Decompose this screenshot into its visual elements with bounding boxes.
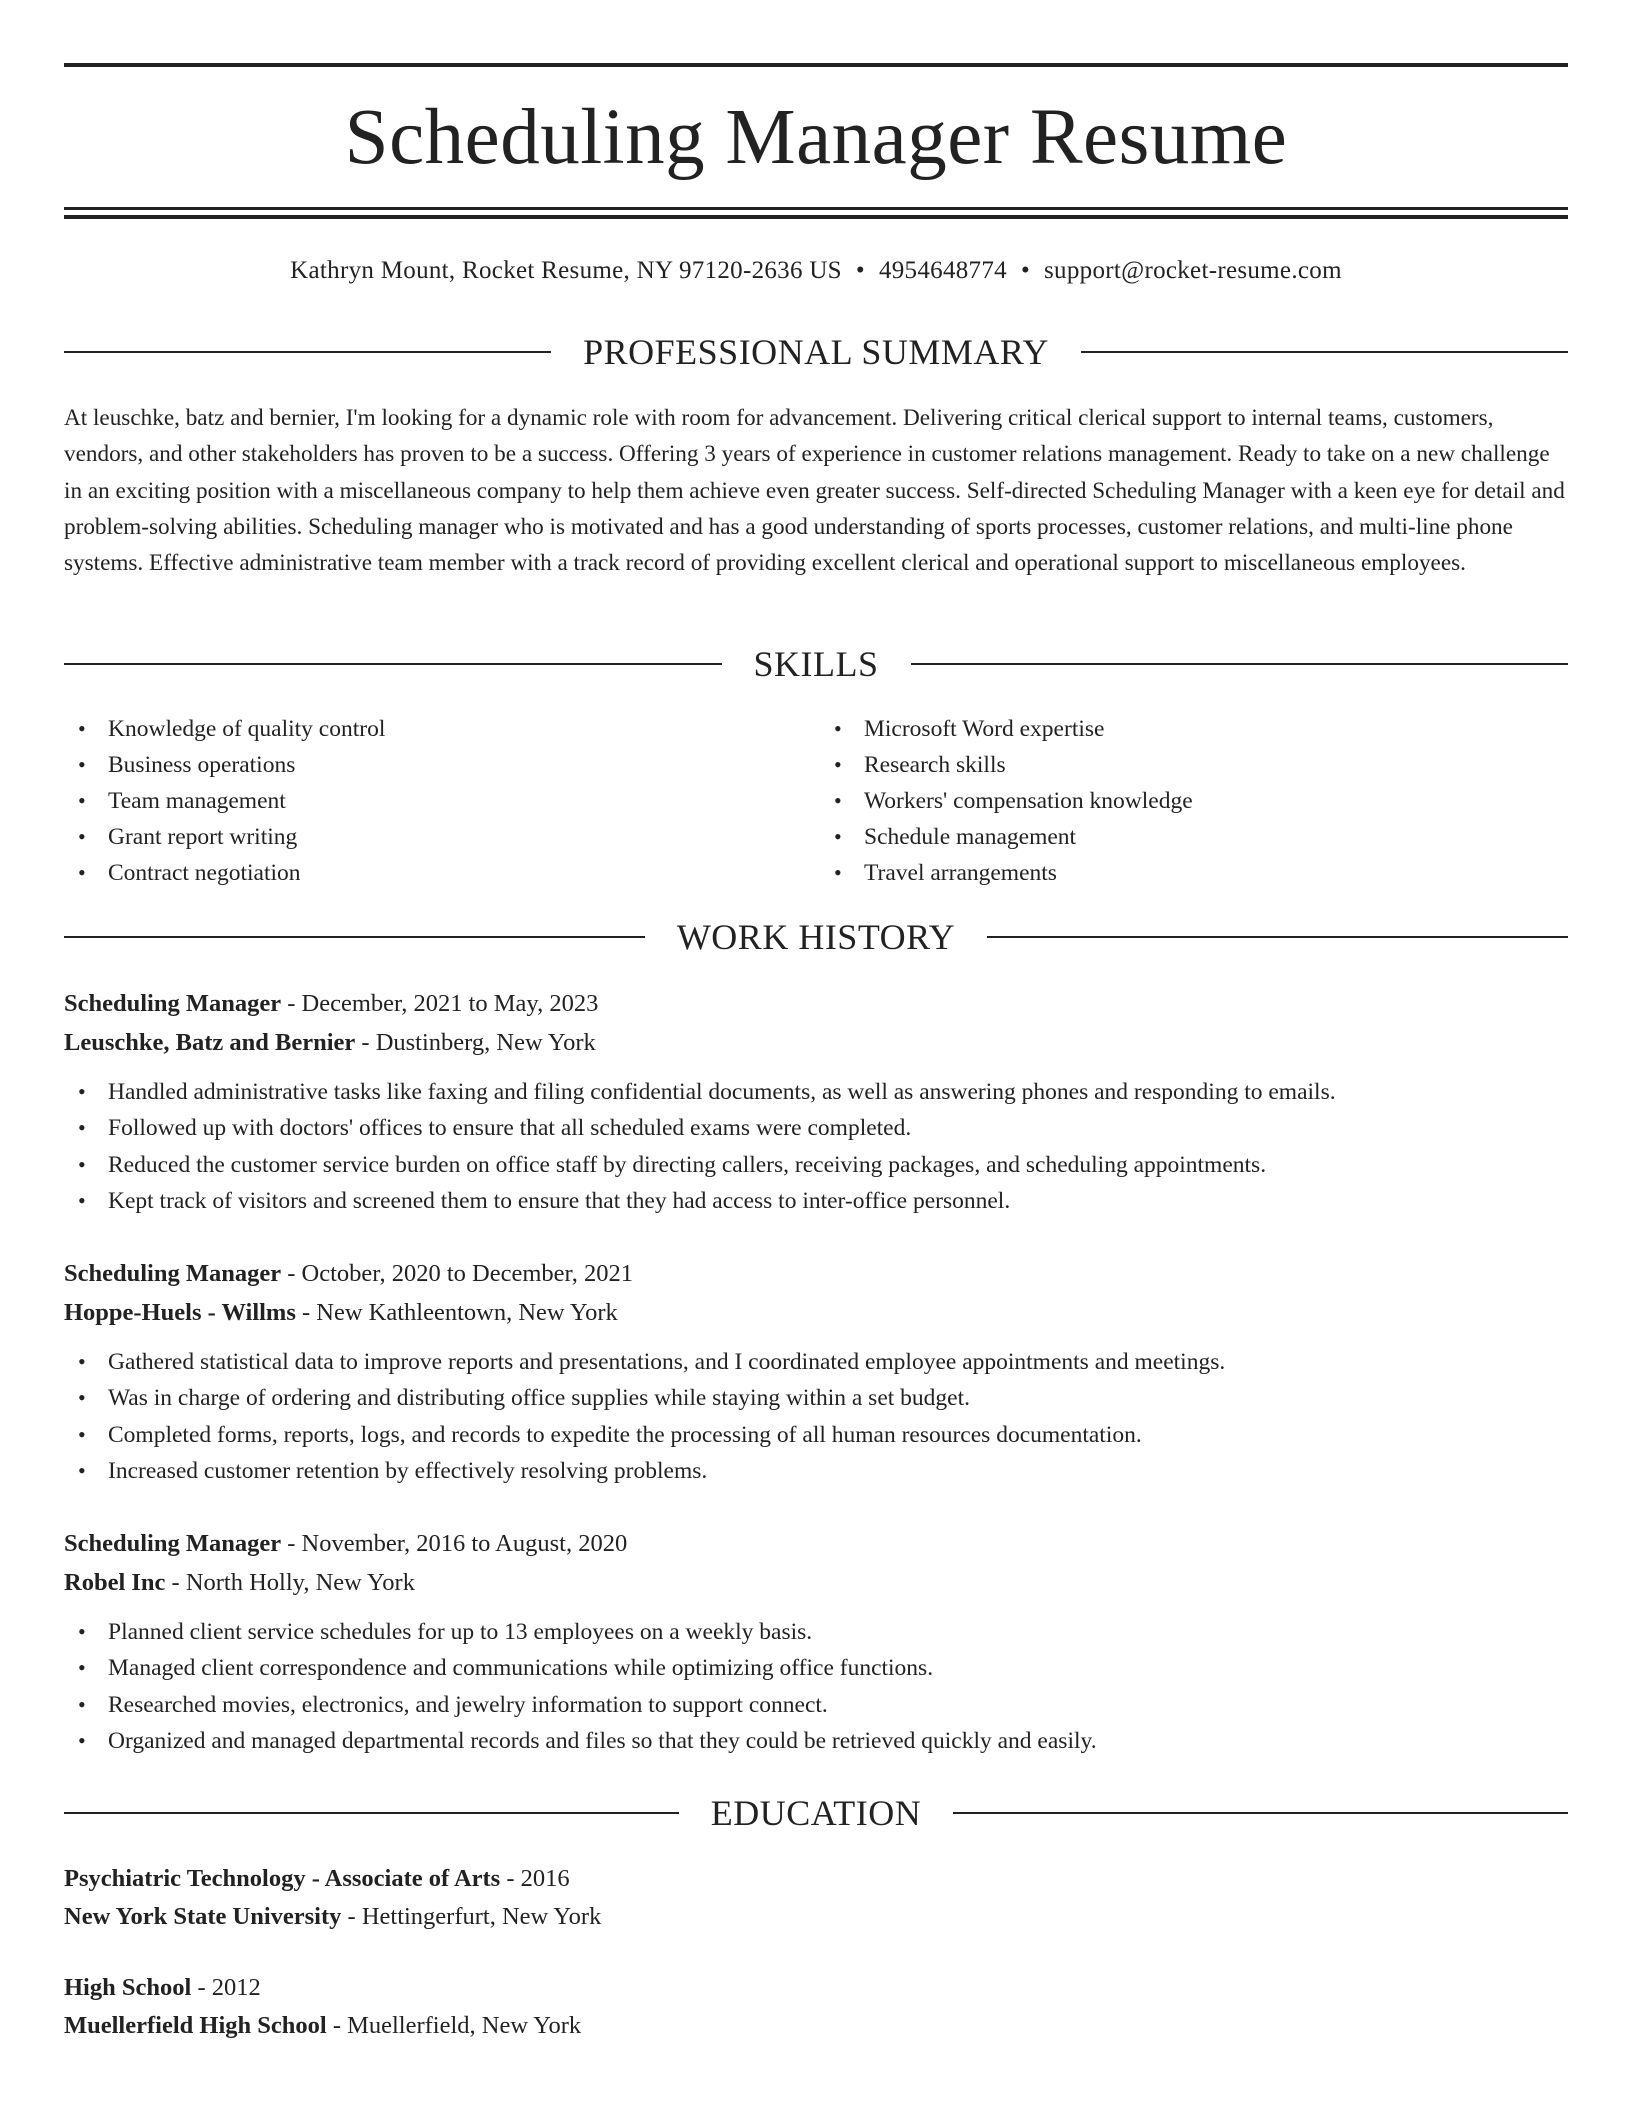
job-bullet: • Researched movies, electronics, and jewelry information to support connect. <box>108 1687 1568 1723</box>
page-title: Scheduling Manager Resume <box>344 94 1288 181</box>
summary-paragraph: At leuschke, batz and bernier, I'm looking for a dynamic role with room for advancement. Delivering critical clerical support to internal teams, customers, vendors, and other stakeholders has proven to be a success. Offering 3 years of experience in customer relations management. Ready to take on a new challenge in an exciting position with a miscellaneous company to help them achieve even greater success. Self-directed Scheduling Manager with a keen eye for detail and problem-solving abilities. Scheduling manager who is motivated and has a good understanding of sports processes, customer relations, and multi-line phone systems. Effective administrative team member with a track record of providing excellent clerical and operational support to miscellaneous employees. <box>64 405 1565 577</box>
job-dates: - December, 2021 to May, 2023 <box>281 990 599 1017</box>
section-heading-skills <box>64 642 1568 686</box>
job-bullet: • Kept track of visitors and screened them to ensure that they had access to inter-office personnel. <box>108 1183 1568 1219</box>
education-degree-line <box>64 1969 1568 2007</box>
skill-item: • Workers' compensation knowledge <box>864 783 1568 819</box>
contact-email: support@rocket-resume.com <box>1044 257 1342 284</box>
education-location: - Muellerfield, New York <box>326 2012 582 2039</box>
job-bullet: • Followed up with doctors' offices to ensure that all scheduled exams were completed. <box>108 1110 1568 1146</box>
education-location: - Hettingerfurt, New York <box>341 1903 602 1930</box>
job-entry <box>64 1254 1568 1489</box>
section-heading-summary <box>64 330 1568 374</box>
section-title: PROFESSIONAL SUMMARY <box>583 332 1049 372</box>
job-bullet: • Planned client service schedules for up to 13 employees on a weekly basis. <box>108 1614 1568 1650</box>
divider <box>64 351 551 353</box>
divider <box>987 936 1568 938</box>
skill-item: • Research skills <box>864 747 1568 783</box>
skill-item: • Grant report writing <box>108 819 812 855</box>
contact-separator: • <box>1020 257 1031 284</box>
skill-item: • Schedule management <box>864 819 1568 855</box>
skills-list <box>64 711 1568 891</box>
skill-item: • Travel arrangements <box>864 855 1568 891</box>
job-entry <box>64 984 1568 1219</box>
education-year: - 2016 <box>500 1865 570 1892</box>
job-bullet: • Managed client correspondence and communications while optimizing office functions. <box>108 1650 1568 1686</box>
education-entry <box>64 1860 1568 1936</box>
education-degree: Psychiatric Technology - Associate of Arts <box>64 1865 501 1892</box>
divider <box>953 1812 1568 1814</box>
divider <box>1081 351 1568 353</box>
divider <box>64 1812 679 1814</box>
job-bullet: • Increased customer retention by effectively resolving problems. <box>108 1453 1568 1489</box>
job-bullets <box>64 1074 1568 1219</box>
job-role: Scheduling Manager <box>64 1530 282 1557</box>
skills-column-left <box>64 711 812 891</box>
job-bullets <box>64 1614 1568 1759</box>
job-title-line <box>64 984 1568 1023</box>
job-company-line <box>64 1023 1568 1062</box>
education-school: Muellerfield High School <box>64 2012 327 2039</box>
job-dates: - October, 2020 to December, 2021 <box>281 1260 633 1287</box>
section-title: EDUCATION <box>710 1793 922 1833</box>
education-degree-line <box>64 1860 1568 1898</box>
section-title: WORK HISTORY <box>676 917 956 957</box>
contact-phone: 4954648774 <box>878 257 1007 284</box>
skill-item: • Knowledge of quality control <box>108 711 812 747</box>
skills-column-right <box>812 711 1568 891</box>
skill-item: • Contract negotiation <box>108 855 812 891</box>
job-company: Leuschke, Batz and Bernier <box>64 1029 356 1056</box>
job-location: - New Kathleentown, New York <box>295 1299 618 1326</box>
education-degree: High School <box>64 1974 192 2001</box>
job-role: Scheduling Manager <box>64 990 282 1017</box>
job-company-line <box>64 1293 1568 1332</box>
job-entry <box>64 1524 1568 1759</box>
job-bullet: • Gathered statistical data to improve reports and presentations, and I coordinated employee appointments and meetings. <box>108 1344 1568 1380</box>
job-dates: - November, 2016 to August, 2020 <box>281 1530 628 1557</box>
job-role: Scheduling Manager <box>64 1260 282 1287</box>
job-location: - Dustinberg, New York <box>355 1029 596 1056</box>
education-school-line <box>64 2007 1568 2045</box>
education-year: - 2012 <box>191 1974 261 2001</box>
job-company: Hoppe-Huels - Willms <box>64 1299 296 1326</box>
job-location: - North Holly, New York <box>165 1569 415 1596</box>
divider <box>911 663 1569 665</box>
job-bullet: • Handled administrative tasks like faxing and filing confidential documents, as well as answering phones and responding to emails. <box>108 1074 1568 1110</box>
skill-item: • Business operations <box>108 747 812 783</box>
job-bullets <box>64 1344 1568 1489</box>
education-school-line <box>64 1898 1568 1936</box>
job-company-line <box>64 1563 1568 1602</box>
education-school: New York State University <box>64 1903 342 1930</box>
title-double-rule <box>64 207 1568 219</box>
job-bullet: • Was in charge of ordering and distributing office supplies while staying within a set budget. <box>108 1380 1568 1416</box>
education-entry <box>64 1969 1568 2045</box>
divider <box>64 663 722 665</box>
job-bullet: • Completed forms, reports, logs, and records to expedite the processing of all human resources documentation. <box>108 1417 1568 1453</box>
divider <box>64 936 645 938</box>
job-title-line <box>64 1524 1568 1563</box>
section-heading-education <box>64 1791 1568 1835</box>
job-company: Robel Inc <box>64 1569 166 1596</box>
contact-address: Kathryn Mount, Rocket Resume, NY 97120-2636 US <box>290 257 842 284</box>
section-title: SKILLS <box>753 644 879 684</box>
top-rule <box>64 63 1568 67</box>
contact-separator: • <box>855 257 865 284</box>
skill-item: • Team management <box>108 783 812 819</box>
job-title-line <box>64 1254 1568 1293</box>
job-bullet: • Organized and managed departmental records and files so that they could be retrieved quickly and easily. <box>108 1723 1568 1759</box>
job-bullet: • Reduced the customer service burden on office staff by directing callers, receiving packages, and scheduling appointments. <box>108 1147 1568 1183</box>
section-heading-work-history <box>64 915 1568 959</box>
contact-line <box>64 254 1568 288</box>
skill-item: • Microsoft Word expertise <box>864 711 1568 747</box>
